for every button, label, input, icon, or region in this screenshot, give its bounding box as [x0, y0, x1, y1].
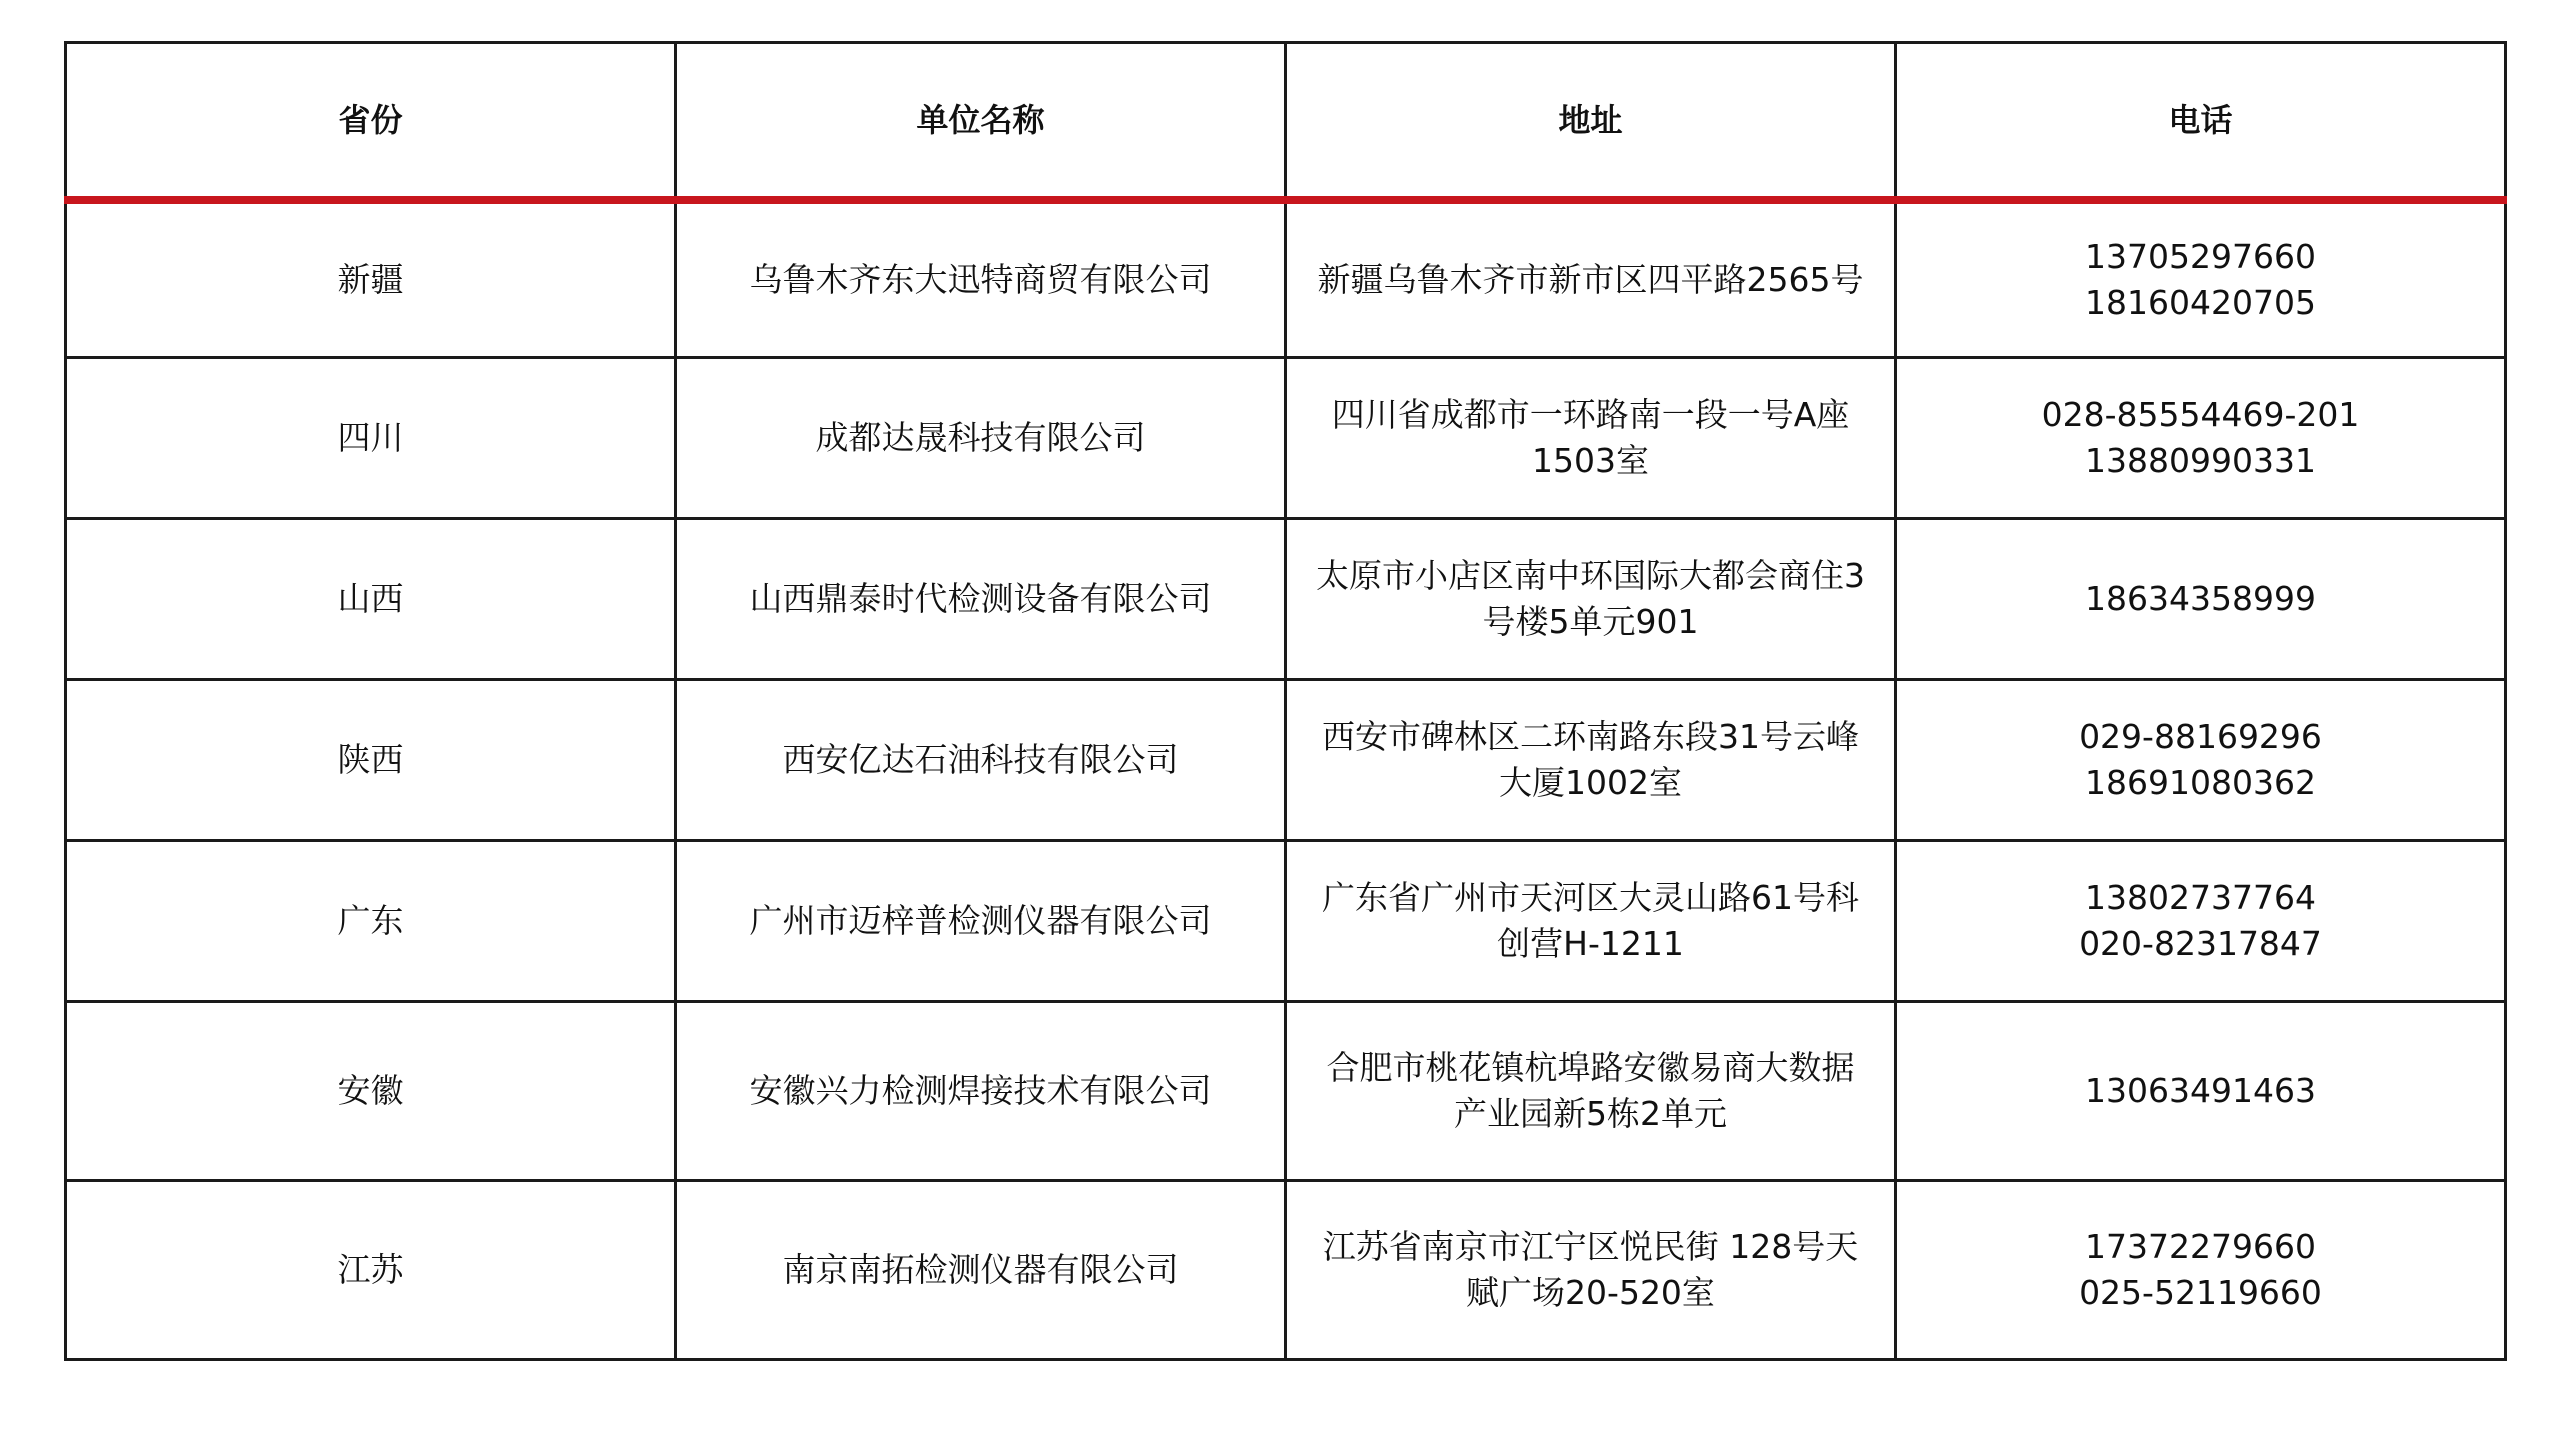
cell-province: 陕西	[66, 680, 676, 841]
address-line: 号楼5单元901	[1482, 602, 1699, 641]
header-row	[66, 43, 2506, 201]
cell-phone	[1896, 841, 2506, 1002]
address-line: 太原市小店区南中环国际大都会商住3	[1316, 556, 1865, 595]
cell-phone	[1896, 519, 2506, 680]
header-phone: 电话	[1896, 43, 2506, 201]
cell-phone	[1896, 680, 2506, 841]
cell-phone	[1896, 200, 2506, 358]
cell-address	[1286, 519, 1896, 680]
cell-company: 成都达晟科技有限公司	[676, 358, 1286, 519]
cell-company: 广州市迈梓普检测仪器有限公司	[676, 841, 1286, 1002]
table-row	[66, 1181, 2506, 1360]
cell-address	[1286, 1181, 1896, 1360]
header-address: 地址	[1286, 43, 1896, 201]
cell-company: 南京南拓检测仪器有限公司	[676, 1181, 1286, 1360]
dealer-table-container	[64, 41, 2504, 1361]
address-line: 赋广场20-520室	[1466, 1273, 1715, 1312]
address-line: 新疆乌鲁木齐市新市区四平路2565号	[1317, 260, 1864, 299]
cell-address	[1286, 358, 1896, 519]
cell-address	[1286, 200, 1896, 358]
address-line: 合肥市桃花镇杭埠路安徽易商大数据	[1326, 1048, 1855, 1087]
header-province: 省份	[66, 43, 676, 201]
cell-phone	[1896, 1181, 2506, 1360]
header-company: 单位名称	[676, 43, 1286, 201]
table-row	[66, 358, 2506, 519]
table-row	[66, 841, 2506, 1002]
table-row	[66, 200, 2506, 358]
dealer-table	[64, 41, 2507, 1361]
address-line: 江苏省南京市江宁区悦民街 128号天	[1322, 1227, 1859, 1266]
phone-number: 020-82317847	[2079, 924, 2322, 963]
address-line: 产业园新5栋2单元	[1454, 1094, 1727, 1133]
address-line: 四川省成都市一环路南一段一号A座	[1331, 395, 1850, 434]
cell-province: 新疆	[66, 200, 676, 358]
table-row	[66, 519, 2506, 680]
cell-phone	[1896, 1002, 2506, 1181]
table-row	[66, 680, 2506, 841]
cell-province: 山西	[66, 519, 676, 680]
phone-number: 13063491463	[2085, 1071, 2316, 1110]
cell-address	[1286, 680, 1896, 841]
cell-province: 广东	[66, 841, 676, 1002]
table-row	[66, 1002, 2506, 1181]
cell-phone	[1896, 358, 2506, 519]
phone-number: 17372279660	[2085, 1227, 2316, 1266]
table-body	[66, 200, 2506, 1360]
address-line: 大厦1002室	[1499, 763, 1682, 802]
phone-number: 18691080362	[2085, 763, 2316, 802]
cell-province: 四川	[66, 358, 676, 519]
cell-company: 西安亿达石油科技有限公司	[676, 680, 1286, 841]
phone-number: 18160420705	[2085, 283, 2316, 322]
phone-number: 13705297660	[2085, 237, 2316, 276]
cell-address	[1286, 841, 1896, 1002]
phone-number: 18634358999	[2085, 579, 2316, 618]
table-header	[66, 43, 2506, 201]
address-line: 西安市碑林区二环南路东段31号云峰	[1322, 717, 1859, 756]
phone-number: 029-88169296	[2079, 717, 2322, 756]
address-line: 创营H-1211	[1497, 924, 1684, 963]
cell-company: 山西鼎泰时代检测设备有限公司	[676, 519, 1286, 680]
phone-number: 025-52119660	[2079, 1273, 2322, 1312]
cell-address	[1286, 1002, 1896, 1181]
cell-province: 江苏	[66, 1181, 676, 1360]
phone-number: 028-85554469-201	[2041, 395, 2360, 434]
phone-number: 13802737764	[2085, 878, 2316, 917]
cell-province: 安徽	[66, 1002, 676, 1181]
address-line: 广东省广州市天河区大灵山路61号科	[1322, 878, 1859, 917]
phone-number: 13880990331	[2085, 441, 2316, 480]
address-line: 1503室	[1532, 441, 1649, 480]
cell-company: 乌鲁木齐东大迅特商贸有限公司	[676, 200, 1286, 358]
cell-company: 安徽兴力检测焊接技术有限公司	[676, 1002, 1286, 1181]
